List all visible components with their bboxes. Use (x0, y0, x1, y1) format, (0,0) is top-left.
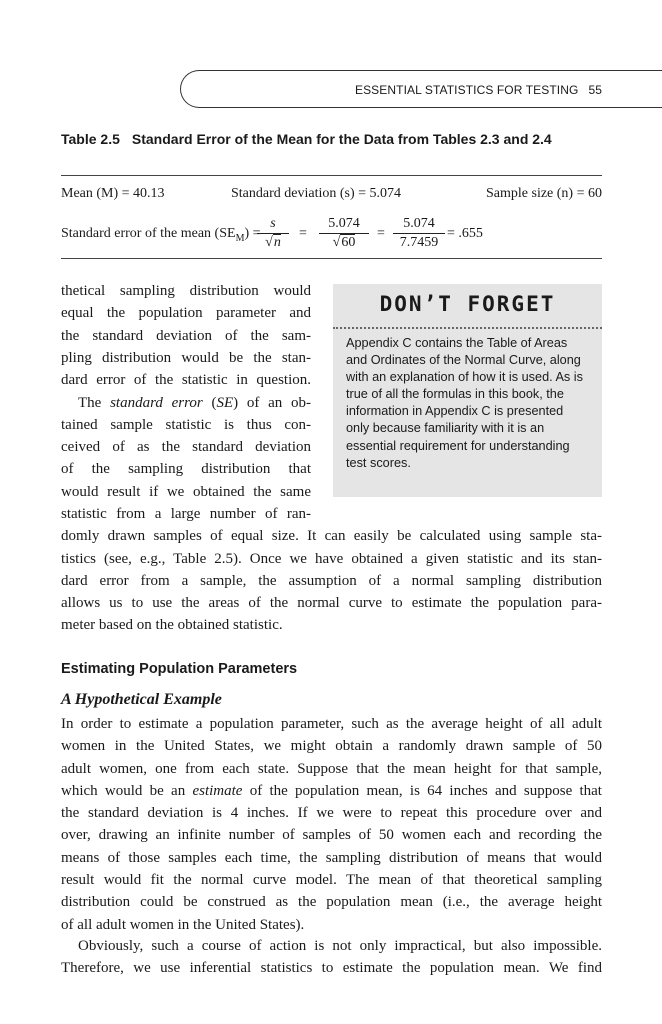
running-header (355, 83, 602, 97)
se-definition-line: The standard error (SE) of an ob- (78, 394, 311, 411)
paragraph-1: thetical sampling distribution would equal the population parameter and the standard deviation of the sam- pling distribution would be the stan- dard error of the statistic in question. (61, 283, 311, 389)
table-top-rule (61, 175, 602, 176)
running-header-title: ESSENTIAL STATISTICS FOR TESTING (354, 83, 579, 97)
dont-forget-title: DON’T FORGET (379, 292, 556, 316)
table-caption (61, 129, 601, 150)
dont-forget-text: Appendix C contains the Table of Areas and Ordinates of the Normal Curve, along with an explanation of how it is used. As is true of all the formulas in this book, the information in Appendix C is presented only because familiarity with it is an essential requirement for understanding test scores. (346, 336, 583, 470)
table-title: Standard Error of the Mean for the Data from Tables 2.3 and 2.4 (131, 131, 552, 147)
paragraph-3: In order to estimate a population parameter, such as the average height of all adult women in the United States, we might obtain a randomly drawn sample of 50 adult women, one from each state. Suppose that the mean height for that sample, which would be an estimate of the population mean, is 64 inches and suppose that the standard deviation is 4 inches. If we were to repeat this procedure over and over, drawing an infinite number of samples of 50 women each and recording the means of those samples each time, the sampling distribution of means that would result would fit the normal curve model. The mean of that theoretical sampling distribution could be construed as the population mean (i.e., the average height of all adult women in the United States). (61, 716, 602, 933)
dont-forget-box (333, 284, 602, 497)
fraction-5074-over-77459: $\frac{5.074}{7.7459}$ (393, 216, 445, 252)
dotted-divider (333, 327, 602, 329)
subheading: A Hypothetical Example (61, 691, 222, 708)
se-formula: Standard error of the mean $(SE_M)$ = $\frac{s}{√n}$ = $\frac{5.074}{√60}$ = $\frac{5.074}{7.7459}$ = .655 (61, 216, 483, 250)
paragraph-4: Obviously, such a course of action is not only impractical, but also impossible. Therefore, we use inferential statistics to estimate the population mean. We find (61, 938, 602, 977)
fraction-5074-over-root-60: $\frac{5.074}{√60}$ (319, 216, 369, 252)
table-bottom-rule (61, 258, 602, 259)
table-sd: Standard deviation (s) = 5.074 (231, 186, 402, 201)
se-result: = .655 (447, 226, 483, 241)
se-label: Standard error of the mean $(SE_M)$ = (61, 226, 261, 244)
paragraph-2-full: statistic from a large number of ran- domly drawn samples of equal size. It can easily be calculated using sample sta- tistics (see, e.g., Table 2.5). Once we have obtained a given statistic and its stan- dard error from a sample, the assumption of a normal sampling distribution allows us to use the areas of the normal curve to estimate the population para- meter based on the obtained statistic. (61, 506, 602, 634)
paragraph-2-narrow: The standard error (SE) of an ob- tained sample statistic is thus con- ceived of as the standard deviation of the sampling distribution that would result if we obtained the same (61, 392, 311, 503)
section-heading: Estimating Population Parameters (61, 661, 298, 677)
fraction-s-over-root-n: $\frac{s}{√n}$ (257, 216, 289, 252)
table-sample-size: Sample size (n) = 60 (486, 186, 602, 201)
estimate-line: which would be an estimate of the population mean, is 64 inches and suppose that (61, 782, 602, 799)
table-label: Table 2.5 (61, 131, 120, 147)
table-mean: Mean (M) = 40.13 (61, 186, 165, 201)
page-number: 55 (588, 83, 602, 97)
